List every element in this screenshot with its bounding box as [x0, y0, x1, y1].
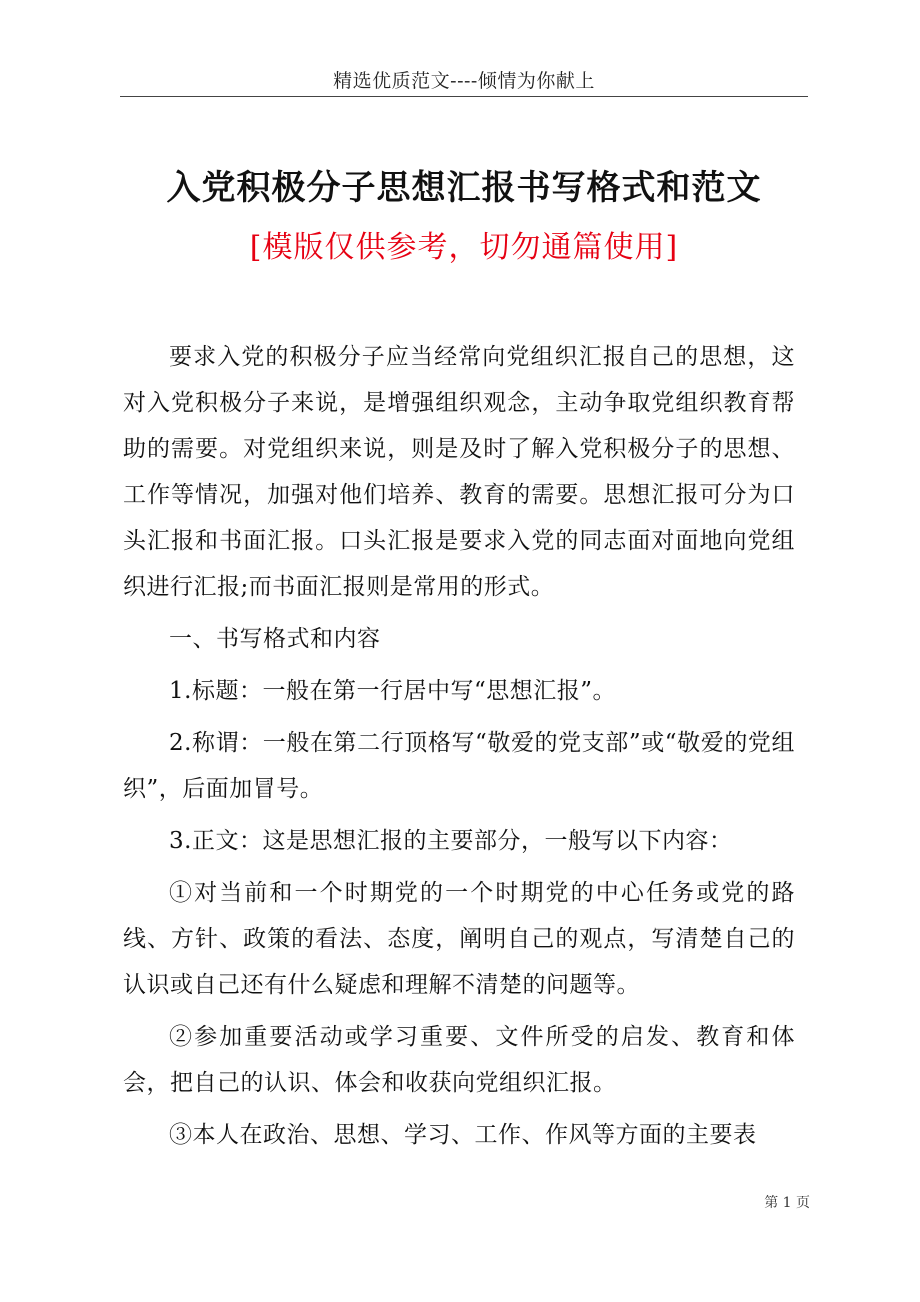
paragraph-intro: 要求入党的积极分子应当经常向党组织汇报自己的思想，这对入党积极分子来说，是增强组织观念，主动争取党组织教育帮助的需要。对党组织来说，则是及时了解入党积极分子的思想、工作等情况，加强对他们培养、教育的需要。思想汇报可分为口头汇报和书面汇报。口头汇报是要求入党的同志面对面地向党组织进行汇报;而书面汇报则是常用的形式。	[123, 344, 795, 600]
header-divider	[120, 96, 808, 97]
document-subtitle: [模版仅供参考，切勿通篇使用]	[249, 230, 679, 265]
document-body	[123, 334, 795, 1164]
paragraph-body-format: 3.正文：这是思想汇报的主要部分，一般写以下内容：	[169, 828, 733, 854]
document-title: 入党积极分子思想汇报书写格式和范文	[166, 168, 762, 208]
page-number: 第 1 页	[764, 1195, 810, 1211]
paragraph-salutation-format: 2.称谓：一般在第二行顶格写“敬爱的党支部”或“敬爱的党组织”，后面加冒号。	[123, 730, 795, 802]
page-header: 精选优质范文----倾情为你献上	[333, 70, 595, 92]
paragraph-item-3: ③本人在政治、思想、学习、工作、作风等方面的主要表	[169, 1122, 757, 1148]
paragraph-item-1: ①对当前和一个时期党的一个时期党的中心任务或党的路线、方针、政策的看法、态度，阐明自己的观点，写清楚自己的认识或自己还有什么疑虑和理解不清楚的问题等。	[123, 880, 795, 998]
section-heading: 一、书写格式和内容	[169, 626, 381, 652]
paragraph-item-2: ②参加重要活动或学习重要、文件所受的启发、教育和体会，把自己的认识、体会和收获向党组织汇报。	[123, 1024, 795, 1096]
paragraph-title-format: 1.标题：一般在第一行居中写“思想汇报”。	[169, 678, 616, 704]
